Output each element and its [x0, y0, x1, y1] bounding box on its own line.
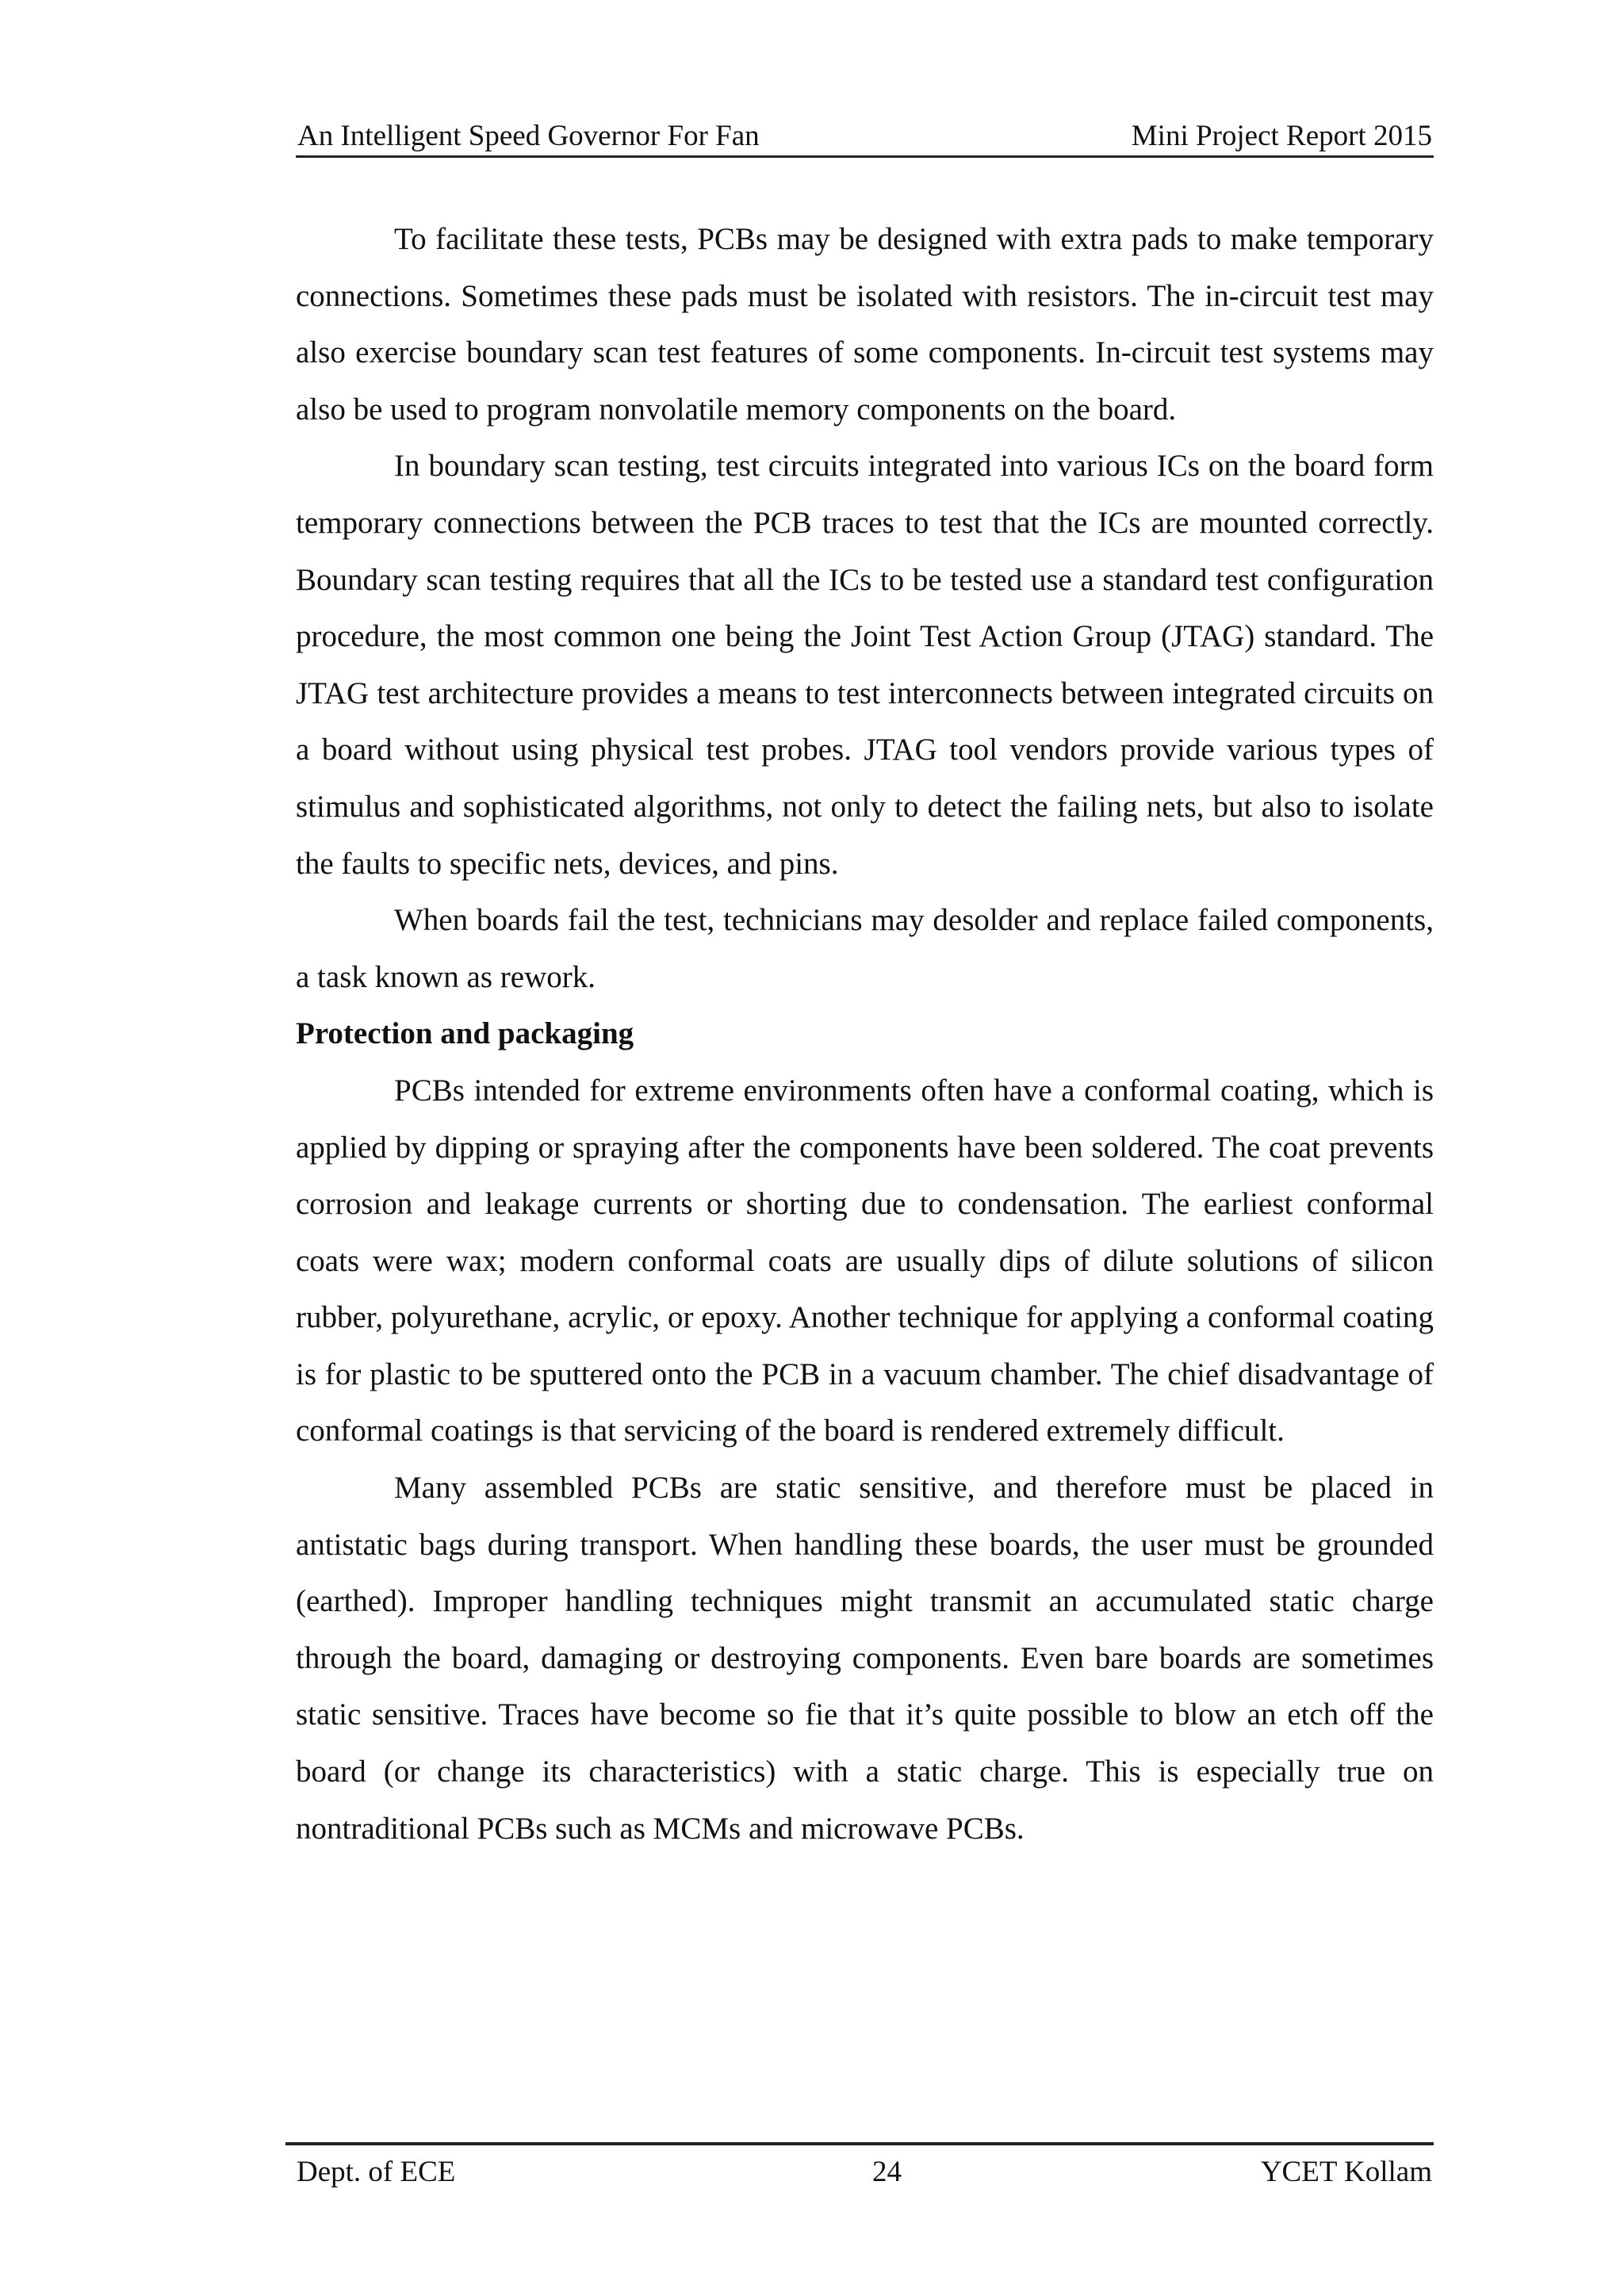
page-header	[296, 117, 1434, 158]
footer-college: YCET Kollam	[1260, 2156, 1432, 2188]
paragraph-rework: When boards fail the test, technicians may desolder and replace failed components, a task known as rework.	[296, 903, 1434, 994]
page-number: 24	[872, 2156, 902, 2188]
paragraph-static-sensitive: Many assembled PCBs are static sensitive, and therefore must be placed in antistatic bags during transport. When handling these boards, the user must be grounded (earthed). Improper handling techniques might transmit an accumulated static charge through the board, damaging or destroying components. Even bare boards are sometimes static sensitive. Traces have become so fie that it’s quite possible to blow an etch off the board (or change its characteristics) with a static charge. This is especially true on nontraditional PCBs such as MCMs and microwave PCBs.	[296, 1471, 1434, 1846]
section-heading: Protection and packaging	[296, 1016, 634, 1051]
header-report: Mini Project Report 2015	[1131, 120, 1432, 152]
page-footer	[285, 2142, 1434, 2193]
paragraph-conformal-coating: PCBs intended for extreme environments often have a conformal coating, which is applied by dipping or spraying after the components have been soldered. The coat prevents corrosion and leakage currents or shorting due to condensation. The earliest conformal coats were wax; modern conformal coats are usually dips of dilute solutions of silicon rubber, polyurethane, acrylic, or epoxy. Another technique for applying a conformal coating is for plastic to be sputtered onto the PCB in a vacuum chamber. The chief disadvantage of conformal coatings is that servicing of the board is rendered extremely difficult.	[296, 1073, 1434, 1448]
paragraph-boundary-scan: In boundary scan testing, test circuits integrated into various ICs on the board form temporary connections between the PCB traces to test that the ICs are mounted correctly. Boundary scan testing requires that all the ICs to be tested use a standard test configuration procedure, the most common one being the Joint Test Action Group (JTAG) standard. The JTAG test architecture provides a means to test interconnects between integrated circuits on a board without using physical test probes. JTAG tool vendors provide various types of stimulus and sophisticated algorithms, not only to detect the failing nets, but also to isolate the faults to specific nets, devices, and pins.	[296, 449, 1434, 881]
header-title: An Intelligent Speed Governor For Fan	[297, 120, 760, 152]
paragraph-test-pads: To facilitate these tests, PCBs may be designed with extra pads to make temporary connections. Sometimes these pads must be isolated with resistors. The in-circuit test may also exercise boundary scan test features of some components. In-circuit test systems may also be used to program nonvolatile memory components on the board.	[296, 222, 1434, 427]
footer-department: Dept. of ECE	[297, 2156, 456, 2188]
page-body	[296, 211, 1434, 1857]
